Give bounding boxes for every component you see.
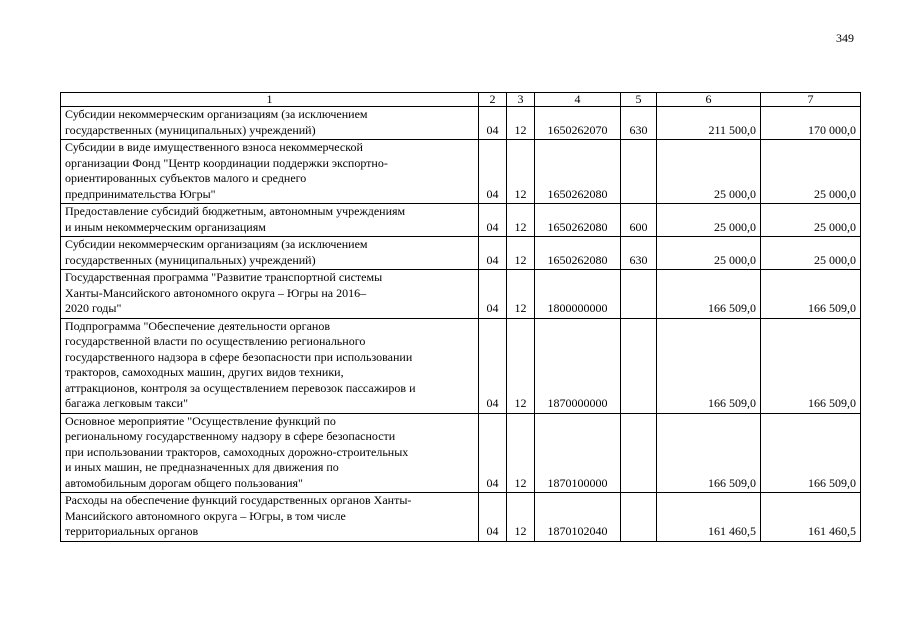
row-name-cell: Предоставление субсидий бюджетным, автономным учреждениям и иным некоммерческим организациям: [61, 204, 479, 237]
target-article-cell: 1650262080: [535, 237, 621, 270]
expense-type-cell: 630: [621, 107, 657, 140]
section-code-cell: 04: [479, 140, 507, 204]
subsection-code-cell: 12: [507, 140, 535, 204]
row-name-cell: Подпрограмма "Обеспечение деятельности органов государственной власти по осуществлению регионального государственного надзора в сфере безопасности при использовании тракторов, самоходных машин, других видов техники, аттракционов, контроля за осуществлением перевозок пассажиров и багажа легковым такси": [61, 318, 479, 413]
target-article-cell: 1650262080: [535, 140, 621, 204]
amount-col7-cell: 25 000,0: [761, 204, 861, 237]
amount-col7-cell: 166 509,0: [761, 270, 861, 319]
section-code-cell: 04: [479, 270, 507, 319]
column-header: 7: [761, 93, 861, 107]
amount-col7-cell: 166 509,0: [761, 413, 861, 493]
target-article-cell: 1870102040: [535, 493, 621, 542]
section-code-cell: 04: [479, 107, 507, 140]
row-name-cell: Субсидии некоммерческим организациям (за исключением государственных (муниципальных) учреждений): [61, 107, 479, 140]
section-code-cell: 04: [479, 413, 507, 493]
subsection-code-cell: 12: [507, 493, 535, 542]
row-name-cell: Расходы на обеспечение функций государственных органов Ханты- Мансийского автономного округа – Югры, в том числе территориальных органов: [61, 493, 479, 542]
section-code-cell: 04: [479, 318, 507, 413]
amount-col6-cell: 25 000,0: [657, 140, 761, 204]
expense-type-cell: [621, 270, 657, 319]
target-article-cell: 1870100000: [535, 413, 621, 493]
amount-col6-cell: 166 509,0: [657, 318, 761, 413]
row-name-cell: Субсидии в виде имущественного взноса некоммерческой организации Фонд "Центр координации поддержки экспортно- ориентированных субъектов малого и среднего предпринимательства Югры": [61, 140, 479, 204]
section-code-cell: 04: [479, 237, 507, 270]
expense-type-cell: 630: [621, 237, 657, 270]
amount-col7-cell: 166 509,0: [761, 318, 861, 413]
column-header: 1: [61, 93, 479, 107]
table-row: [61, 493, 861, 542]
amount-col6-cell: 211 500,0: [657, 107, 761, 140]
amount-col7-cell: 25 000,0: [761, 140, 861, 204]
row-name-cell: Субсидии некоммерческим организациям (за исключением государственных (муниципальных) учреждений): [61, 237, 479, 270]
expense-type-cell: [621, 413, 657, 493]
amount-col6-cell: 166 509,0: [657, 270, 761, 319]
amount-col6-cell: 161 460,5: [657, 493, 761, 542]
target-article-cell: 1800000000: [535, 270, 621, 319]
amount-col7-cell: 161 460,5: [761, 493, 861, 542]
page-number: 349: [836, 31, 854, 45]
budget-table: [60, 92, 861, 542]
section-code-cell: 04: [479, 204, 507, 237]
expense-type-cell: [621, 318, 657, 413]
subsection-code-cell: 12: [507, 204, 535, 237]
column-header: 3: [507, 93, 535, 107]
amount-col6-cell: 166 509,0: [657, 413, 761, 493]
amount-col6-cell: 25 000,0: [657, 204, 761, 237]
amount-col7-cell: 170 000,0: [761, 107, 861, 140]
column-header: 6: [657, 93, 761, 107]
column-header: 5: [621, 93, 657, 107]
table-row: [61, 318, 861, 413]
table-row: [61, 270, 861, 319]
target-article-cell: 1870000000: [535, 318, 621, 413]
expense-type-cell: [621, 493, 657, 542]
row-name-cell: Основное мероприятие "Осуществление функций по региональному государственному надзору в сфере безопасности при использовании тракторов, самоходных дорожно-строительных и иных машин, не предназначенных для движения по автомобильным дорогам общего пользования": [61, 413, 479, 493]
subsection-code-cell: 12: [507, 107, 535, 140]
table-row: [61, 107, 861, 140]
table-header-row: [61, 93, 861, 107]
subsection-code-cell: 12: [507, 318, 535, 413]
row-name-cell: Государственная программа "Развитие транспортной системы Ханты-Мансийского автономного округа – Югры на 2016– 2020 годы": [61, 270, 479, 319]
amount-col6-cell: 25 000,0: [657, 237, 761, 270]
target-article-cell: 1650262080: [535, 204, 621, 237]
subsection-code-cell: 12: [507, 270, 535, 319]
expense-type-cell: 600: [621, 204, 657, 237]
subsection-code-cell: 12: [507, 413, 535, 493]
amount-col7-cell: 25 000,0: [761, 237, 861, 270]
table-row: [61, 204, 861, 237]
table-row: [61, 413, 861, 493]
table-row: [61, 237, 861, 270]
column-header: 2: [479, 93, 507, 107]
section-code-cell: 04: [479, 493, 507, 542]
target-article-cell: 1650262070: [535, 107, 621, 140]
column-header: 4: [535, 93, 621, 107]
table-row: [61, 140, 861, 204]
subsection-code-cell: 12: [507, 237, 535, 270]
expense-type-cell: [621, 140, 657, 204]
